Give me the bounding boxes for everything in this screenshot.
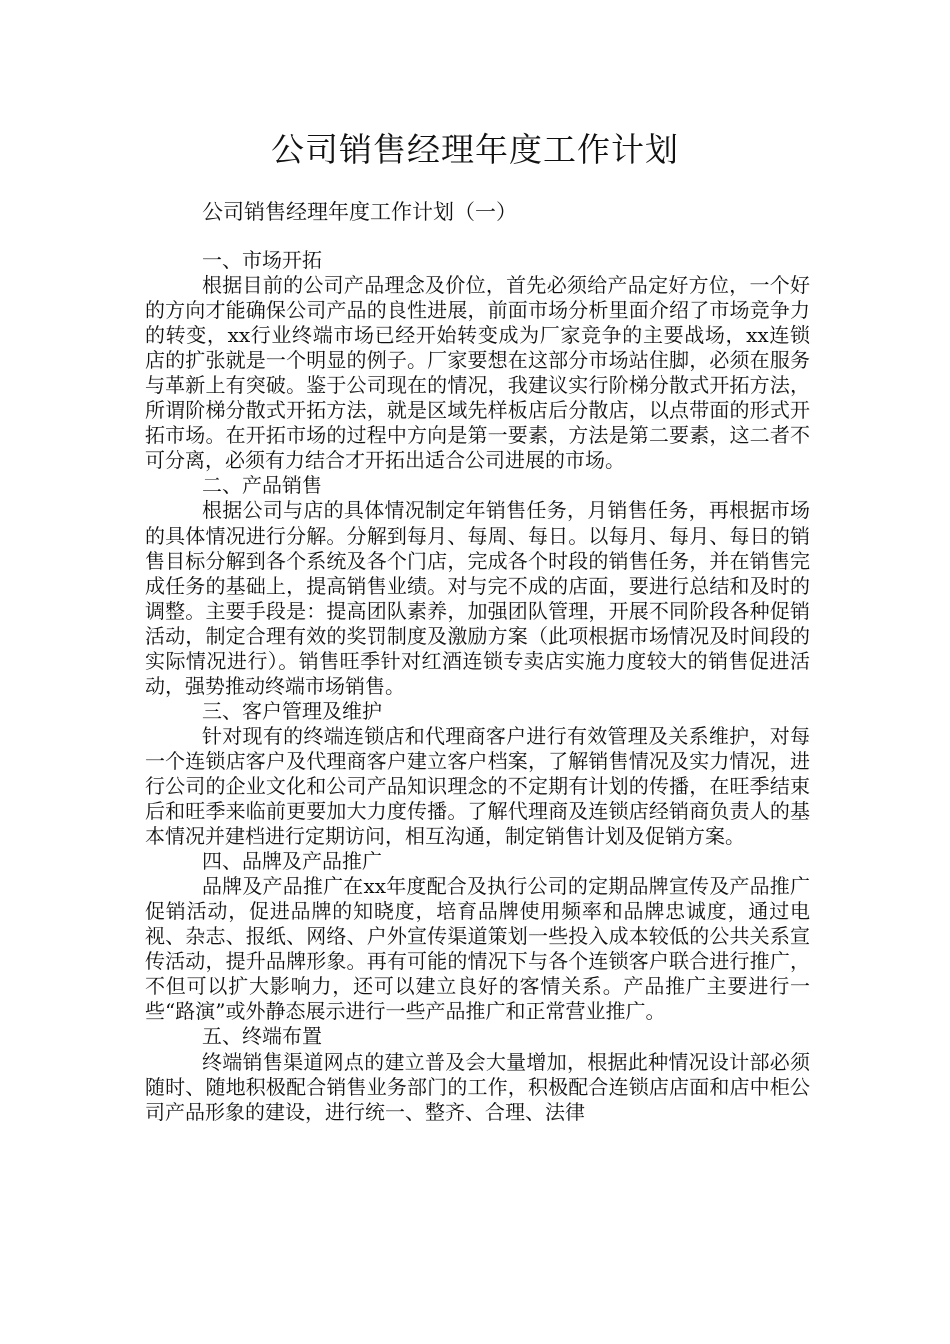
section-heading: 五、终端布置 [202, 1024, 322, 1049]
document-subtitle: 公司销售经理年度工作计划（一） [202, 200, 517, 224]
section-paragraph: 终端销售渠道网点的建立普及会大量增加，根据此种情况设计部必须随时、随地积极配合销售业务部门的工作，积极配合连锁店店面和店中柜公司产品形象的建设，进行统一、整齐、合理、法律 [145, 1049, 810, 1124]
section-paragraph: 根据目前的公司产品理念及价位，首先必须给产品定好方位，一个好的方向才能确保公司产品的良性进展，前面市场分析里面介绍了市场竞争力的转变，xx行业终端市场已经开始转变成为厂家竞争的主要战场，xx连锁店的扩张就是一个明显的例子。厂家要想在这部分市场站住脚，必须在服务与革新上有突破。鉴于公司现在的情况，我建议实行阶梯分散式开拓方法，所谓阶梯分散式开拓方法，就是区域先样板店后分散店，以点带面的形式开拓市场。在开拓市场的过程中方向是第一要素，方法是第二要素，这二者不可分离，必须有力结合才开拓出适合公司进展的市场。 [145, 273, 810, 473]
section-paragraph: 根据公司与店的具体情况制定年销售任务，月销售任务，再根据市场的具体情况进行分解。分解到每月、每周、每日。以每月、每月、每日的销售目标分解到各个系统及各个门店，完成各个时段的销售任务，并在销售完成任务的基础上，提高销售业绩。对与完不成的店面，要进行总结和及时的调整。主要手段是：提高团队素养，加强团队管理，开展不同阶段各种促销活动，制定合理有效的奖罚制度及激励方案（此项根据市场情况及时间段的实际情况进行）。销售旺季针对红酒连锁专卖店实施力度较大的销售促进活动，强势推动终端市场销售。 [145, 498, 810, 698]
document-title: 公司销售经理年度工作计划 [271, 130, 679, 169]
section-heading: 二、产品销售 [202, 473, 322, 498]
section-paragraph: 针对现有的终端连锁店和代理商客户进行有效管理及关系维护，对每一个连锁店客户及代理商客户建立客户档案，了解销售情况及实力情况，进行公司的企业文化和公司产品知识理念的不定期有计划的传播，在旺季结束后和旺季来临前更要加大力度传播。了解代理商及连锁店经销商负责人的基本情况并建档进行定期访问，相互沟通，制定销售计划及促销方案。 [145, 723, 810, 849]
section-heading: 一、市场开拓 [202, 248, 322, 272]
section-heading: 四、品牌及产品推广 [202, 849, 382, 874]
section-paragraph: 品牌及产品推广在xx年度配合及执行公司的定期品牌宣传及产品推广促销活动，促进品牌的知晓度，培育品牌使用频率和品牌忠诚度，通过电视、杂志、报纸、网络、户外宣传渠道策划一些投入成本较低的公共关系宣传活动，提升品牌形象。再有可能的情况下与各个连锁客户联合进行推广，不但可以扩大影响力，还可以建立良好的客情关系。产品推广主要进行一些“路演”或外静态展示进行一些产品推广和正常营业推广。 [145, 874, 810, 1024]
section-heading: 三、客户管理及维护 [202, 698, 382, 723]
document-body [145, 248, 810, 1125]
